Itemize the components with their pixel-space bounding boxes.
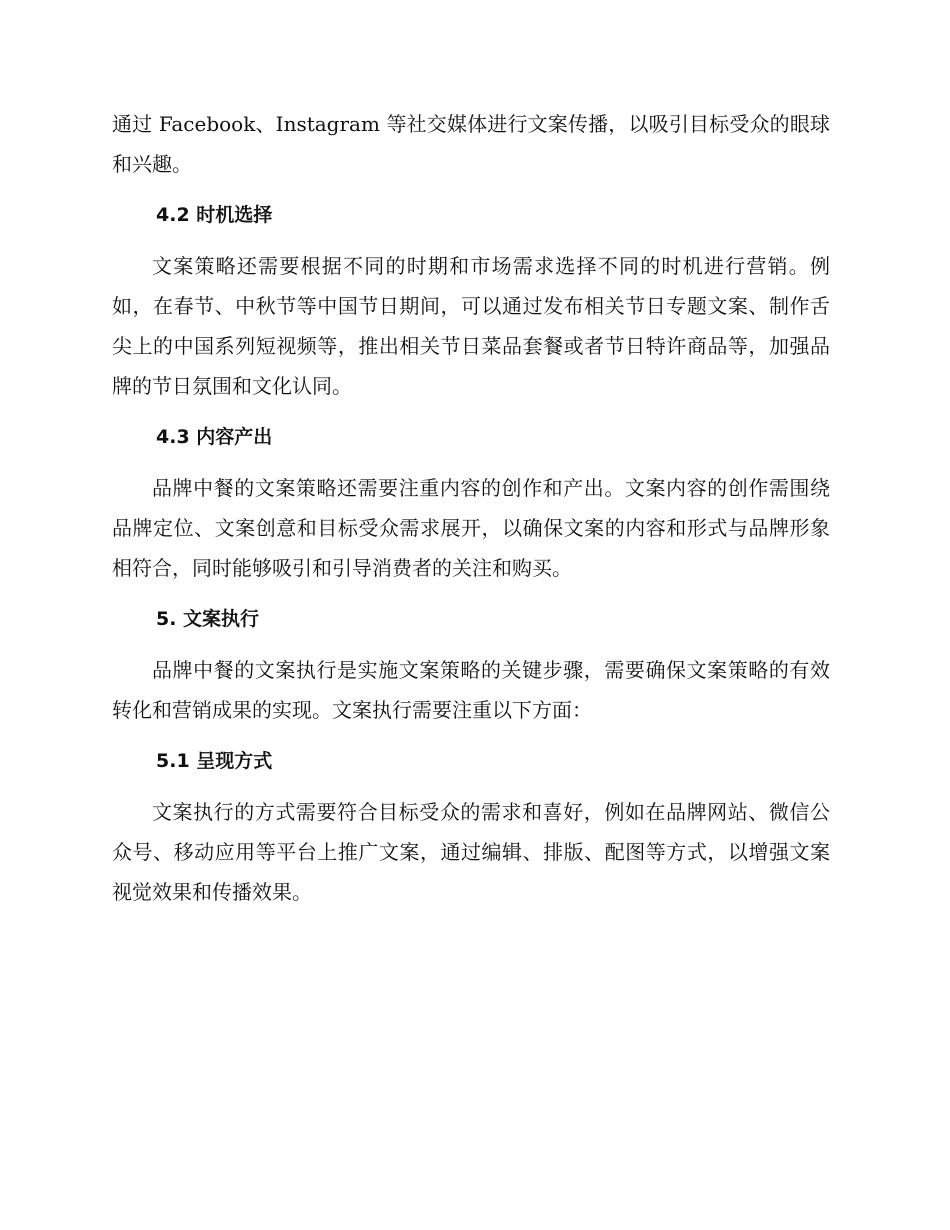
document-page bbox=[112, 104, 830, 923]
paragraph-timing: 文案策略还需要根据不同的时期和市场需求选择不同的时机进行营销。例如，在春节、中秋节等中国节日期间，可以通过发布相关节日专题文案、制作舌尖上的中国系列短视频等，推出相关节日菜品套餐或者节日特许商品等，加强品牌的节日氛围和文化认同。 bbox=[112, 254, 830, 398]
heading-4-2-timing: 4.2 时机选择 bbox=[156, 204, 273, 226]
heading-5-1-presentation: 5.1 呈现方式 bbox=[156, 750, 273, 772]
paragraph-social-media: 通过 Facebook、Instagram 等社交媒体进行文案传播，以吸引目标受众的眼球和兴趣。 bbox=[112, 112, 830, 176]
paragraph-content: 品牌中餐的文案策略还需要注重内容的创作和产出。文案内容的创作需围绕品牌定位、文案创意和目标受众需求展开，以确保文案的内容和形式与品牌形象相符合，同时能够吸引和引导消费者的关注和购买。 bbox=[112, 476, 830, 580]
paragraph-execution: 品牌中餐的文案执行是实施文案策略的关键步骤，需要确保文案策略的有效转化和营销成果的实现。文案执行需要注重以下方面： bbox=[112, 658, 830, 722]
heading-5-execution: 5. 文案执行 bbox=[156, 608, 260, 630]
paragraph-presentation: 文案执行的方式需要符合目标受众的需求和喜好，例如在品牌网站、微信公众号、移动应用等平台上推广文案，通过编辑、排版、配图等方式，以增强文案视觉效果和传播效果。 bbox=[112, 800, 830, 904]
heading-4-3-content: 4.3 内容产出 bbox=[156, 426, 273, 448]
